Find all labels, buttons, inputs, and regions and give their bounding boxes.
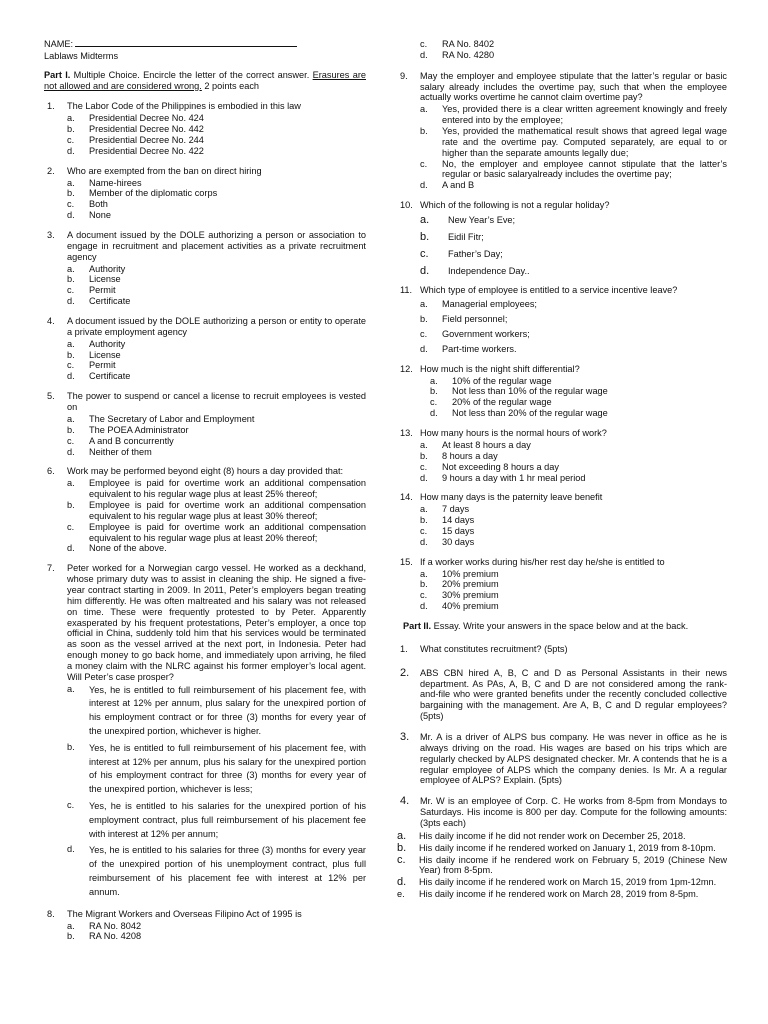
question-9 (397, 71, 727, 191)
option-text: Both (89, 199, 108, 210)
part1-label: Part I. (44, 69, 71, 80)
part1-warning: Erasures are not allowed and are considered wrong. (44, 69, 366, 91)
essay-item-2 (397, 668, 727, 722)
option[interactable] (67, 447, 366, 458)
option-text: Eidil Fitr; (448, 231, 484, 242)
option[interactable] (67, 350, 366, 361)
part2-instruction-text: Essay. Write your answers in the space below and at the back. (433, 620, 689, 631)
option-text: A and B concurrently (89, 435, 174, 446)
option-letter: c. (420, 247, 429, 260)
option-letter: c. (67, 199, 75, 210)
option-letter: b. (67, 424, 75, 435)
question-14 (397, 492, 727, 547)
option[interactable] (420, 473, 727, 484)
question-text: The Labor Code of the Philippines is embodied in this law (67, 101, 301, 112)
option-text: Managerial employees; (442, 299, 537, 310)
option-text: Employee is paid for overtime work an additional compensation equivalent to his regular wage plus at least 20% thereof; (89, 521, 366, 543)
option-letter: a. (420, 104, 428, 115)
option-text: 8 hours a day (442, 450, 498, 461)
option[interactable] (67, 425, 366, 436)
option[interactable] (420, 344, 727, 355)
option-text: License (89, 274, 121, 285)
option-text: RA No. 8402 (442, 39, 495, 49)
question-number: 3. (47, 230, 55, 241)
option-text: Yes, he is entitled to his salaries for the unexpired portion of his employment contract, plus full reimbursement of his placement fee with interest at 12% per annum; (89, 801, 366, 839)
essay-sub-items (397, 831, 727, 900)
option-letter: c. (67, 135, 75, 146)
option-letter: a. (67, 478, 75, 489)
sub-item-text: His daily income if he rendered work on March 28, 2019 from 8-5pm. (419, 889, 699, 900)
question-13 (397, 428, 727, 483)
question-text: A document issued by the DOLE authorizing a person or association to engage in recruitment and placement activities as a private recruitment agency (67, 230, 366, 262)
option[interactable] (67, 543, 366, 554)
sub-item (397, 855, 727, 877)
option[interactable] (67, 113, 366, 124)
essay-number: 2. (400, 666, 410, 679)
option[interactable] (67, 124, 366, 135)
essay-number: 1. (400, 643, 408, 654)
question-text: May the employer and employee stipulate that the latter’s regular or basic salary already includes the overtime pay, such that when the employee actually works overtime he cannot claim overtime pay? (420, 70, 727, 103)
option[interactable] (67, 522, 366, 544)
option-text: 40% premium (442, 601, 499, 612)
option[interactable] (420, 126, 727, 159)
option-text: Yes, he is entitled to his salaries for three (3) months for every year of the unexpired portion of his unemployment contract, plus full reimbursement of his placement fee with interest at 12% per annum. (89, 845, 366, 897)
option-letter: b. (67, 931, 75, 942)
question-text: How much is the night shift differential? (420, 363, 580, 374)
option-letter: d. (67, 145, 75, 156)
part2-section (397, 621, 727, 900)
option-letter: b. (67, 274, 75, 285)
option-text: No, the employer and employee cannot stipulate that the latter’s regular or basic salaryalready includes the overtime pay; (442, 158, 727, 180)
question-number: 12. (400, 363, 413, 374)
option-letter: d. (67, 446, 75, 457)
part1-instruction (44, 70, 366, 92)
option-text: 7 days (442, 504, 470, 515)
option[interactable] (430, 397, 727, 408)
question-15 (397, 557, 727, 612)
question-6 (44, 466, 366, 554)
option-text: Yes, he is entitled to full reimbursement of his placement fee, with interest at 12% per annum, plus his salary for the unexpired portion of his employment contract for three (3) months for every year of the unexpired portion, whichever is less; (89, 742, 366, 795)
option-letter: b. (67, 124, 75, 135)
essay-item-4 (397, 796, 727, 829)
option[interactable] (420, 537, 727, 548)
option-letter: d. (420, 264, 430, 277)
question-text: Work may be performed beyond eight (8) hours a day provided that: (67, 466, 344, 477)
option-letter: c. (67, 435, 75, 446)
option-letter: d. (420, 601, 428, 612)
option-text: Presidential Decree No. 422 (89, 145, 204, 156)
option-letter: b. (420, 450, 428, 461)
option[interactable] (67, 264, 366, 275)
option-letter: d. (430, 408, 438, 419)
option[interactable] (420, 462, 727, 473)
option-text: Authority (89, 263, 126, 274)
essay-number: 3. (400, 730, 410, 743)
option[interactable] (67, 800, 366, 841)
option[interactable] (430, 376, 727, 387)
option-letter: b. (67, 188, 75, 199)
option-letter: d. (67, 844, 75, 855)
option-letter: d. (420, 343, 428, 354)
question-3 (44, 230, 366, 307)
question-text: A document issued by the DOLE authorizing a person or entity to operate a private employment agency (67, 316, 366, 337)
option-text: 30 days (442, 536, 475, 547)
option-text: The Secretary of Labor and Employment (89, 413, 255, 424)
option[interactable] (420, 451, 727, 462)
question-text: The Migrant Workers and Overseas Filipino Act of 1995 is (67, 908, 302, 919)
question-number: 9. (400, 70, 408, 81)
question-number: 5. (47, 391, 55, 402)
option-letter: c. (67, 800, 75, 811)
option-letter: a. (67, 413, 75, 424)
question-number: 8. (47, 908, 55, 919)
option-text: None of the above. (89, 543, 167, 554)
option-text: 9 hours a day with 1 hr meal period (442, 472, 586, 483)
essay-text: ABS CBN hired A, B, C and D as Personal Assistants in their news department. As PAs, A, B, C and D are not considered among the rank-and-file who were granted benefits under the recently concluded collective bargaining with the management. Are A, B, C and D regular employees? (5pts) (420, 667, 727, 722)
option-text: Permit (89, 360, 116, 371)
option-text: Employee is paid for overtime work an additional compensation equivalent to his regular wage plus at least 30% thereof; (89, 499, 366, 521)
option-letter: a. (420, 504, 428, 515)
option-letter: c. (67, 285, 75, 296)
question-number: 7. (47, 563, 55, 574)
sub-item (397, 843, 727, 854)
option-letter: a. (420, 568, 428, 579)
essay-text: What constitutes recruitment? (5pts) (420, 643, 568, 654)
question-number: 14. (400, 492, 413, 503)
option[interactable] (420, 249, 727, 260)
question-text: How many hours is the normal hours of work? (420, 428, 607, 439)
question-text: The power to suspend or cancel a license to recruit employees is vested on (67, 391, 366, 413)
question-number: 1. (47, 101, 55, 112)
part1-instruction-text: Multiple Choice. Encircle the letter of the correct answer. (73, 69, 310, 80)
option-letter: b. (67, 741, 75, 752)
option-letter: a. (67, 263, 75, 274)
option-letter: c. (420, 525, 428, 536)
question-1 (44, 101, 366, 156)
option[interactable] (420, 299, 727, 310)
option[interactable] (420, 50, 727, 61)
option-text: Part-time workers. (442, 343, 517, 354)
question-text: Peter worked for a Norwegian cargo vessel. He worked as a deckhand, whose primary duty was to assist in cleaning the ship. He signed a five-year contract starting in 2009. In 2011, Peter’s employers began treating him differently. He was often maltreated and his salary was not released on time. These were frequently protested to by Peter. Apparently exasperated by his frequent protestations, Peter’s employer, a once top official in China, suddenly told him that his services would be terminated as soon as the vessel arrived at the next port, in Indonesia. Peter had enough money to go back home, and immediately upon arriving, he filed a money claim with the NLRC against his former employer’s local agent. Will Peter’s case prosper? (67, 563, 366, 682)
option[interactable] (67, 478, 366, 500)
sub-item-letter: c. (397, 853, 406, 866)
sub-item-letter: d. (397, 876, 407, 889)
option-letter: b. (420, 579, 428, 590)
option[interactable] (67, 921, 366, 932)
question-11 (397, 285, 727, 354)
option-text: A and B (442, 180, 475, 191)
option-letter: a. (67, 920, 75, 931)
option-text: Yes, provided the mathematical result shows that agreed legal wage rate and the overtime pay. Computed separately, are equal to or higher than the separate amounts legally due; (442, 126, 727, 158)
option[interactable] (420, 180, 727, 191)
option-letter: c. (420, 590, 428, 601)
part1-points: 2 points each (204, 80, 260, 91)
option-text: Certificate (89, 371, 131, 382)
option[interactable] (67, 684, 366, 739)
sub-item (397, 889, 727, 900)
option-text: Presidential Decree No. 424 (89, 113, 204, 124)
question-number: 10. (400, 200, 413, 211)
option[interactable] (67, 436, 366, 447)
option-letter: d. (420, 472, 428, 483)
option[interactable] (67, 414, 366, 425)
option[interactable] (420, 601, 727, 612)
option-text: 15 days (442, 525, 475, 536)
option[interactable] (420, 39, 727, 50)
option-letter: c. (67, 521, 75, 532)
option-text: 10% of the regular wage (452, 375, 552, 386)
option-letter: d. (420, 180, 428, 191)
option[interactable] (67, 199, 366, 210)
option[interactable] (420, 232, 727, 243)
question-10 (397, 200, 727, 276)
option-text: Yes, he is entitled to full reimbursement of his placement fee, with interest at 12% per annum, plus salary for the unexpired portion of his employment contract or for three (3) months for every year of the unexpired portion, whichever is higher. (89, 684, 366, 737)
essay-item-1 (397, 644, 727, 655)
name-label: NAME: (44, 39, 74, 49)
option-letter: b. (430, 386, 438, 397)
option-text: Field personnel; (442, 314, 508, 325)
sub-item-letter: b. (397, 841, 407, 854)
question-number: 6. (47, 466, 55, 477)
sub-item-text: His daily income if he rendered worked on January 1, 2019 from 8-10pm. (419, 842, 716, 853)
question-4 (44, 316, 366, 382)
option-letter: c. (420, 39, 428, 49)
option-letter: d. (67, 210, 75, 221)
option[interactable] (67, 339, 366, 350)
option-letter: b. (420, 515, 428, 526)
question-7 (44, 563, 366, 899)
option[interactable] (420, 526, 727, 537)
question-number: 2. (47, 165, 55, 176)
right-column (397, 38, 727, 901)
option-letter: a. (67, 338, 75, 349)
question-8 (44, 909, 366, 943)
option-letter: c. (420, 158, 428, 169)
essay-text: Mr. W is an employee of Corp. C. He works from 8-5pm from Mondays to Saturdays. His income is 800 per day. Compute for the following amounts: (3pts each) (420, 796, 727, 828)
option[interactable] (67, 146, 366, 157)
option-text: 10% premium (442, 568, 499, 579)
option[interactable] (420, 515, 727, 526)
option-text: 20% premium (442, 579, 499, 590)
question-5 (44, 391, 366, 457)
option-text: The POEA Administrator (89, 424, 189, 435)
sub-item-letter: a. (397, 829, 407, 842)
option[interactable] (420, 159, 727, 181)
option-text: Independence Day.. (448, 265, 530, 276)
option-text: Member of the diplomatic corps (89, 188, 218, 199)
option[interactable] (67, 210, 366, 221)
option[interactable] (67, 296, 366, 307)
option-text: 30% premium (442, 590, 499, 601)
option-text: Father’s Day; (448, 248, 503, 259)
option[interactable] (67, 285, 366, 296)
question-number: 13. (400, 428, 413, 439)
option[interactable] (67, 500, 366, 522)
question-8-continued (397, 39, 727, 61)
option-text: New Year’s Eve; (448, 215, 516, 226)
option[interactable] (420, 590, 727, 601)
question-number: 4. (47, 316, 55, 327)
option[interactable] (420, 440, 727, 451)
question-2 (44, 166, 366, 221)
left-column (44, 38, 366, 951)
option-text: RA No. 4280 (442, 49, 495, 60)
option-letter: c. (420, 329, 428, 340)
option-text: Neither of them (89, 446, 152, 457)
option-text: Yes, provided there is a clear written agreement knowingly and freely entered into by the employee; (442, 104, 727, 126)
option-text: Not exceeding 8 hours a day (442, 461, 559, 472)
option[interactable] (420, 504, 727, 515)
option-letter: a. (420, 214, 430, 227)
option[interactable] (67, 371, 366, 382)
option[interactable] (67, 360, 366, 371)
option[interactable] (67, 844, 366, 899)
option-letter: d. (67, 371, 75, 382)
option-text: Employee is paid for overtime work an additional compensation equivalent to his regular wage plus at least 25% thereof; (89, 478, 366, 500)
option-letter: a. (67, 683, 75, 694)
exam-subtitle: Lablaws Midterms (44, 50, 119, 61)
name-blank[interactable] (75, 38, 297, 47)
option[interactable] (67, 135, 366, 146)
essay-number: 4. (400, 795, 410, 808)
option[interactable] (67, 178, 366, 189)
option[interactable] (67, 188, 366, 199)
question-text: Which type of employee is entitled to a service incentive leave? (420, 285, 678, 296)
sub-item (397, 831, 727, 842)
question-number: 11. (400, 285, 413, 296)
option-letter: a. (430, 375, 438, 386)
question-text: If a worker works during his/her rest day he/she is entitled to (420, 556, 665, 567)
option-letter: b. (67, 499, 75, 510)
option-letter: a. (67, 113, 75, 124)
option-text: None (89, 210, 111, 221)
option[interactable] (430, 408, 727, 419)
option-letter: b. (420, 230, 430, 243)
question-text: Which of the following is not a regular holiday? (420, 200, 610, 211)
option-letter: c. (67, 360, 75, 371)
option-letter: d. (67, 543, 75, 554)
option[interactable] (67, 274, 366, 285)
option-letter: b. (420, 314, 428, 325)
option-letter: a. (420, 439, 428, 450)
option-text: Government workers; (442, 329, 530, 340)
question-text: How many days is the paternity leave benefit (420, 492, 603, 503)
option[interactable] (420, 314, 727, 325)
option-text: Not less than 20% of the regular wage (452, 408, 608, 419)
option-text: Not less than 10% of the regular wage (452, 386, 608, 397)
essay-text: Mr. A is a driver of ALPS bus company. He was never in office as he is always driving on the road. His wages are based on his trips which are regularly checked by ALPS designated checker. Mr. A contends that he is a regular employee of ALPS which the company denies. Is Mr. A a regular employee of ALPS? Explain. (5pts) (420, 731, 727, 786)
sub-item-letter: e. (397, 889, 405, 900)
option[interactable] (420, 215, 727, 226)
part2-label: Part II. (403, 620, 432, 631)
option[interactable] (67, 742, 366, 797)
option-letter: a. (420, 299, 428, 310)
option-text: 20% of the regular wage (452, 397, 552, 408)
sub-item-text: His daily income if he rendered work on March 15, 2019 from 1pm-12mn. (419, 877, 717, 888)
option-letter: b. (67, 349, 75, 360)
option-text: At least 8 hours a day (442, 439, 531, 450)
option-text: RA No. 4208 (89, 931, 142, 942)
option-text: Presidential Decree No. 442 (89, 124, 204, 135)
name-line (44, 38, 366, 50)
option-text: 14 days (442, 515, 475, 526)
question-number: 15. (400, 556, 413, 567)
option-text: Certificate (89, 296, 131, 307)
option-letter: d. (67, 296, 75, 307)
sub-item-text: His daily income if he did not render work on December 25, 2018. (419, 830, 686, 841)
option-text: Name-hirees (89, 177, 142, 188)
option-letter: b. (420, 126, 428, 137)
question-text: Who are exempted from the ban on direct hiring (67, 165, 262, 176)
option[interactable] (420, 104, 727, 126)
option-letter: d. (420, 49, 428, 60)
part2-instruction (397, 621, 727, 632)
option-letter: c. (430, 397, 438, 408)
option-letter: d. (420, 536, 428, 547)
option[interactable] (430, 386, 727, 397)
question-12 (397, 364, 727, 419)
option[interactable] (420, 266, 727, 277)
option[interactable] (420, 329, 727, 340)
sub-item-text: His daily income if he rendered work on February 5, 2019 (Chinese New Year) from 8-5pm. (419, 854, 727, 876)
option-text: Presidential Decree No. 244 (89, 135, 204, 146)
sub-item (397, 877, 727, 888)
option-text: Authority (89, 338, 126, 349)
essay-item-3 (397, 732, 727, 786)
option-text: Permit (89, 285, 116, 296)
option-letter: a. (67, 177, 75, 188)
option[interactable] (67, 931, 366, 942)
option-text: License (89, 349, 121, 360)
option-letter: c. (420, 461, 428, 472)
option[interactable] (420, 569, 727, 580)
option[interactable] (420, 579, 727, 590)
option-text: RA No. 8042 (89, 920, 142, 931)
